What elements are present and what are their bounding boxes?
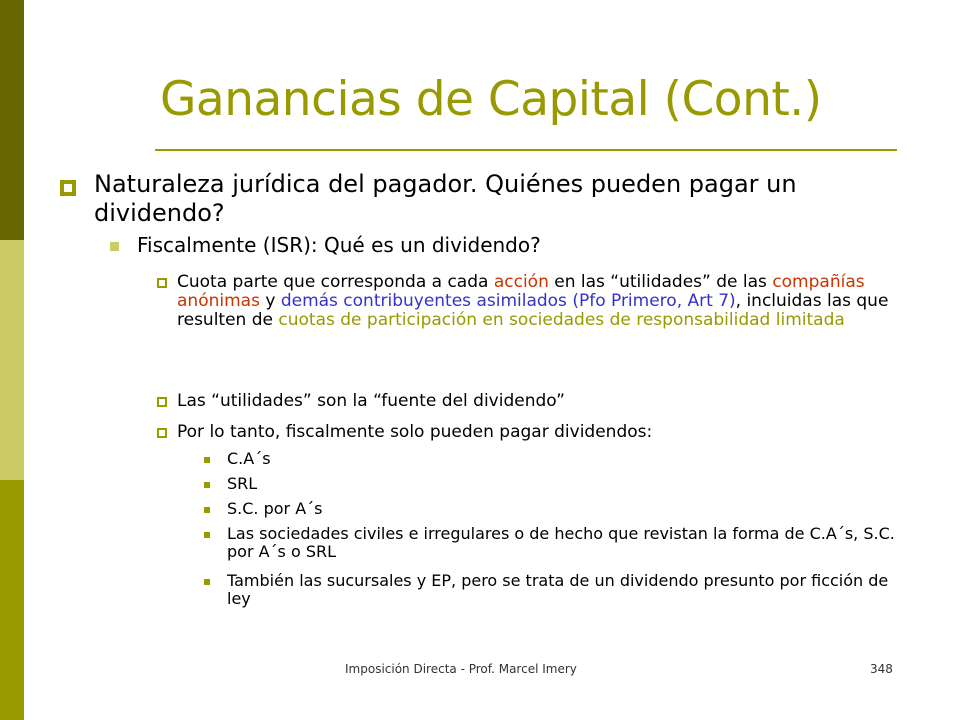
square-bullet-icon (157, 428, 167, 438)
bullet-level2: Fiscalmente (ISR): Qué es un dividendo? (137, 233, 541, 257)
small-square-bullet-icon (204, 579, 210, 585)
sub-bullet-sc: S.C. por A´s (227, 499, 323, 518)
bullet-item-utilidades: Las “utilidades” son la “fuente del dividendo” (177, 391, 565, 411)
small-square-bullet-icon (204, 457, 210, 463)
small-square-bullet-icon (204, 482, 210, 488)
item1-text-g: , incluidas las que resulten de (177, 291, 889, 330)
slide-title: Ganancias de Capital (Cont.) (160, 72, 822, 127)
page-number: 348 (870, 662, 893, 676)
square-bullet-icon (60, 180, 76, 196)
left-stripe-light (0, 240, 24, 480)
title-underline (155, 149, 897, 151)
item1-text-a: Cuota parte que corresponda a cada (177, 272, 494, 292)
item1-text-c: en las “utilidades” de las (548, 272, 773, 292)
small-square-bullet-icon (204, 532, 210, 538)
bullet-item-cuota-parte (177, 273, 897, 330)
left-stripe-olive (0, 480, 24, 720)
item1-highlight-companias: compañías anónimas (177, 272, 865, 311)
left-stripe-dark (0, 0, 24, 240)
square-bullet-icon (157, 278, 167, 288)
item1-highlight-demas: demás contribuyentes asimilados (Pfo Primero, Art 7) (280, 291, 736, 311)
bullet-item-por-lo-tanto: Por lo tanto, fiscalmente solo pueden pagar dividendos: (177, 422, 653, 442)
square-bullet-icon (157, 397, 167, 407)
bullet-level1: Naturaleza jurídica del pagador. Quiénes pueden pagar un dividendo? (94, 170, 797, 227)
footer-text: Imposición Directa - Prof. Marcel Imery (345, 662, 577, 676)
square-bullet-icon (110, 242, 119, 251)
item1-highlight-cuotas: cuotas de participación en sociedades de responsabilidad limitada (278, 310, 845, 330)
small-square-bullet-icon (204, 507, 210, 513)
item1-highlight-accion: acción (493, 272, 549, 292)
sub-bullet-srl: SRL (227, 474, 258, 493)
item1-text-e: y (259, 291, 281, 311)
sub-bullet-sucursales: También las sucursales y EP, pero se trata de un dividendo presunto por ficción de ley (227, 571, 889, 608)
sub-bullet-ca: C.A´s (227, 449, 271, 468)
sub-bullet-sociedades-civiles: Las sociedades civiles e irregulares o de hecho que revistan la forma de C.A´s, S.C. por A´s o SRL (227, 524, 895, 561)
